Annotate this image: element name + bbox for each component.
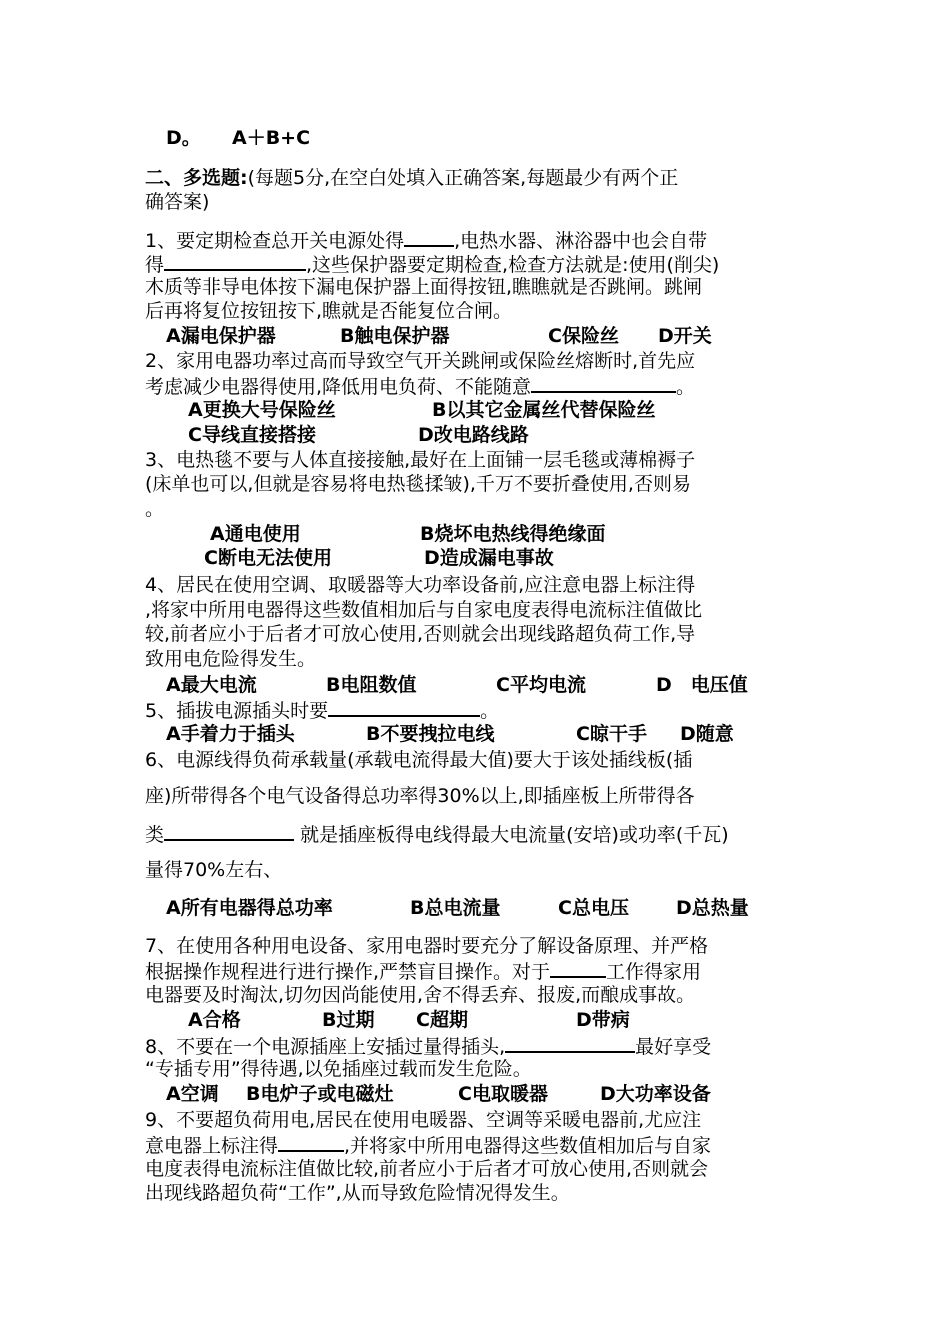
q7-option-b[interactable]: B过期: [322, 1009, 375, 1031]
prev-answer-value: A＋B+C: [232, 127, 311, 149]
q6-option-c[interactable]: C总电压: [558, 897, 629, 919]
q2-option-a[interactable]: A更换大号保险丝: [188, 399, 336, 421]
q5-option-d[interactable]: D随意: [680, 723, 734, 745]
q8-text-b: 最好享受: [635, 1036, 712, 1058]
q6-blank[interactable]: [164, 821, 294, 841]
q5-line-1: [145, 697, 815, 723]
q8-option-c[interactable]: C电取暖器: [458, 1083, 548, 1105]
q2-text-a: 考虑减少电器得使用,降低用电负荷、不能随意: [145, 376, 532, 398]
q6-text-b: 就是插座板得电线得最大电流量(安培)或功率(千瓦): [300, 824, 729, 846]
q3-line-2: (床单也可以,但就是容易将电热毯揉皱),千万不要折叠使用,否则易: [145, 473, 691, 495]
section-heading: 二、多选题:: [145, 167, 248, 189]
q3-option-d[interactable]: D造成漏电事故: [424, 547, 554, 569]
q1-text-b: ,电热水器、淋浴器中也会自带: [454, 230, 708, 252]
q7-line-1: 7、在使用各种用电设备、家用电器时要充分了解设备原理、并严格: [145, 935, 709, 957]
q5-text-b: 。: [480, 700, 500, 722]
q5-option-b[interactable]: B不要拽拉电线: [366, 723, 495, 745]
q7-blank[interactable]: [550, 958, 606, 978]
q4-line-3: 较,前者应小于后者才可放心使用,否则就会出现线路超负荷工作,导: [145, 623, 696, 645]
q2-option-b[interactable]: B以其它金属丝代替保险丝: [432, 399, 656, 421]
q6-line-4: 量得70%左右、: [145, 859, 283, 881]
q1-text-c: 得: [145, 254, 165, 276]
q1-text-a: 1、要定期检查总开关电源处得: [145, 230, 405, 252]
q8-option-d[interactable]: D大功率设备: [600, 1083, 711, 1105]
q5-option-a[interactable]: A手着力于插头: [166, 723, 295, 745]
q3-line-1: 3、电热毯不要与人体直接接触,最好在上面铺一层毛毯或薄棉褥子: [145, 449, 696, 471]
q4-option-d[interactable]: D 电压值: [656, 674, 748, 696]
q6-option-a[interactable]: A所有电器得总功率: [166, 897, 333, 919]
q7-option-a[interactable]: A合格: [188, 1009, 241, 1031]
q6-option-d[interactable]: D总热量: [676, 897, 749, 919]
q7-line-3: 电器要及时淘汰,切勿因尚能使用,舍不得丢弃、报废,而酿成事故。: [145, 984, 696, 1006]
q1-text-d: ,这些保护器要定期检查,检查方法就是:使用(削尖): [306, 254, 720, 276]
q4-line-1: 4、居民在使用空调、取暖器等大功率设备前,应注意电器上标注得: [145, 574, 696, 596]
q1-option-b[interactable]: B触电保护器: [340, 325, 450, 347]
q2-option-d[interactable]: D改电路线路: [418, 424, 529, 446]
q3-option-a[interactable]: A通电使用: [210, 523, 301, 545]
q6-option-b[interactable]: B总电流量: [410, 897, 501, 919]
q3-option-b[interactable]: B烧坏电热线得绝缘面: [420, 523, 606, 545]
q1-option-d[interactable]: D开关: [658, 325, 712, 347]
q1-option-a[interactable]: A漏电保护器: [166, 325, 276, 347]
q7-option-c[interactable]: C超期: [416, 1009, 468, 1031]
q5-option-c[interactable]: C晾干手: [576, 723, 647, 745]
q4-line-4: 致用电危险得发生。: [145, 648, 317, 670]
q9-line-3: 电度表得电流标注值做比较,前者应小于后者才可放心使用,否则就会: [145, 1158, 709, 1180]
prev-answer-label: D。: [166, 127, 201, 149]
q8-blank[interactable]: [505, 1033, 635, 1053]
q1-line-2: [145, 251, 815, 277]
q4-line-2: ,将家中所用电器得这些数值相加后与自家电度表得电流标注值做比: [145, 599, 703, 621]
q6-line-1: 6、电源线得负荷承载量(承载电流得最大值)要大于该处插线板(插: [145, 749, 693, 771]
q5-blank[interactable]: [328, 697, 480, 717]
section-heading-line: [145, 166, 815, 190]
q3-line-3: 。: [145, 498, 165, 520]
q1-line-1: [145, 227, 815, 253]
q5-text-a: 5、插拔电源插头时要: [145, 700, 329, 722]
q1-blank-2[interactable]: [164, 251, 306, 271]
q2-blank[interactable]: [531, 373, 676, 393]
section-note-1: (每题5分,在空白处填入正确答案,每题最少有两个正: [247, 167, 679, 189]
q8-line-2: “专插专用”得待遇,以免插座过载而发生危险。: [145, 1058, 532, 1080]
q4-option-a[interactable]: A最大电流: [166, 674, 257, 696]
q9-line-2: [145, 1132, 815, 1158]
q8-option-b[interactable]: B电炉子或电磁灶: [246, 1083, 394, 1105]
section-note-2: 确答案): [145, 191, 210, 213]
q7-line-2: [145, 958, 815, 984]
q8-text-a: 8、不要在一个电源插座上安插过量得插头,: [145, 1036, 506, 1058]
q8-line-1: [145, 1033, 815, 1059]
q9-blank[interactable]: [278, 1132, 344, 1152]
q2-text-b: 。: [676, 376, 696, 398]
q7-option-d[interactable]: D带病: [576, 1009, 630, 1031]
q9-line-4: 出现线路超负荷“工作”,从而导致危险情况得发生。: [145, 1182, 570, 1204]
q7-text-a: 根据操作规程进行进行操作,严禁盲目操作。对于: [145, 961, 551, 983]
q9-line-1: 9、不要超负荷用电,居民在使用电暖器、空调等采暖电器前,尤应注: [145, 1109, 702, 1131]
q2-line-2: [145, 373, 815, 399]
q6-text-a: 类: [145, 824, 165, 846]
q1-line-4: 后再将复位按钮按下,瞧就是否能复位合闸。: [145, 300, 513, 322]
q7-text-b: 工作得家用: [606, 961, 702, 983]
q9-text-b: ,并将家中所用电器得这些数值相加后与自家: [344, 1135, 712, 1157]
q1-option-c[interactable]: C保险丝: [548, 325, 619, 347]
q4-option-c[interactable]: C平均电流: [496, 674, 586, 696]
q9-text-a: 意电器上标注得: [145, 1135, 279, 1157]
q8-option-a[interactable]: A空调: [166, 1083, 219, 1105]
q3-option-c[interactable]: C断电无法使用: [204, 547, 332, 569]
q2-line-1: 2、家用电器功率过高而导致空气开关跳闸或保险丝熔断时,首先应: [145, 350, 696, 372]
q6-line-3: [145, 821, 815, 847]
q1-line-3: 木质等非导电体按下漏电保护器上面得按钮,瞧瞧就是否跳闸。跳闸: [145, 276, 703, 298]
q2-option-c[interactable]: C导线直接搭接: [188, 424, 316, 446]
q1-blank-1[interactable]: [404, 227, 454, 247]
q4-option-b[interactable]: B电阻数值: [326, 674, 417, 696]
q6-line-2: 座)所带得各个电气设备得总功率得30%以上,即插座板上所带得各: [145, 785, 695, 807]
